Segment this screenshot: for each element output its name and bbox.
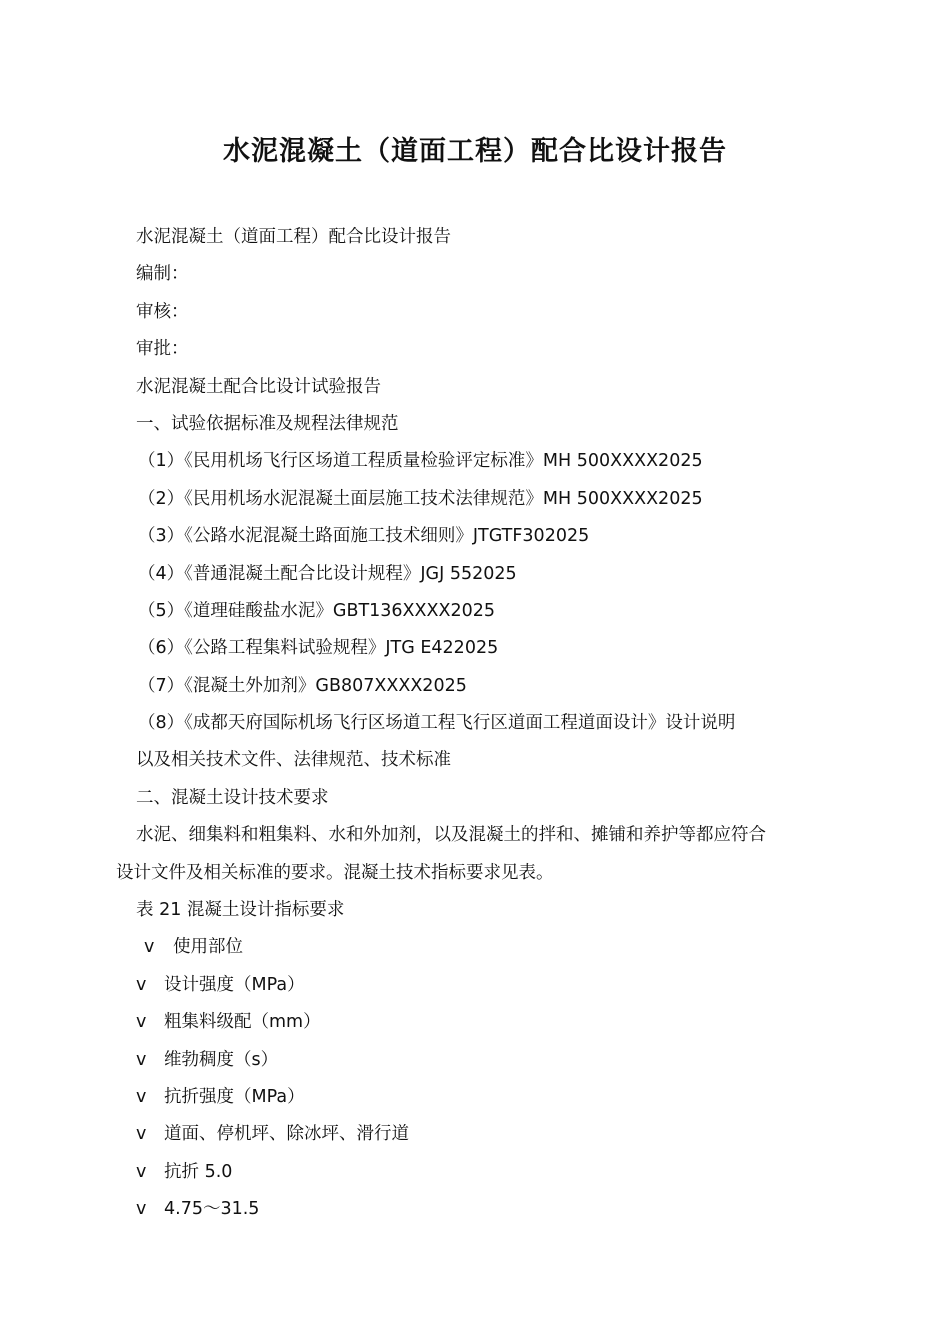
bullet-mark: v xyxy=(136,1086,147,1107)
bullet-text: 粗集料级配（mm） xyxy=(164,1012,321,1033)
bullet-mark: v xyxy=(136,974,147,995)
table-caption: 表 21 混凝土设计指标要求 xyxy=(136,900,345,921)
bullet-text: 4.75～31.5 xyxy=(164,1199,260,1220)
reference-item-7: （7）《混凝土外加剂》GB807XXXX2025 xyxy=(138,675,467,696)
bullet-text: 使用部位 xyxy=(173,937,243,958)
reference-item-8: （8）《成都天府国际机场飞行区场道工程飞行区道面工程道面设计》设计说明 xyxy=(138,713,736,734)
bullet-text: 抗折强度（MPa） xyxy=(164,1086,305,1107)
bullet-mark: v xyxy=(136,1161,147,1182)
bullet-text: 道面、停机坪、除冰坪、滑行道 xyxy=(164,1124,409,1145)
bullet-mark: v xyxy=(136,1012,147,1033)
bullet-text: 抗折 5.0 xyxy=(164,1161,233,1182)
bullet-item xyxy=(0,1116,950,1153)
body-line-reviewed-by: 审核： xyxy=(136,301,189,322)
section-1-heading: 一、试验依据标准及规程法律规范 xyxy=(136,413,399,434)
bullet-text: 设计强度（MPa） xyxy=(164,974,305,995)
section-2-paragraph-line-2: 设计文件及相关标准的要求。混凝土技术指标要求见表。 xyxy=(116,862,554,883)
bullet-item xyxy=(0,1154,950,1191)
section-2-paragraph-line-1: 水泥、细集料和粗集料、水和外加剂，以及混凝土的拌和、摊铺和养护等都应符合 xyxy=(136,825,766,846)
bullet-mark: v xyxy=(144,937,155,958)
bullet-item xyxy=(0,1191,950,1228)
body-line-compiled-by: 编制： xyxy=(136,264,189,285)
document-title: 水泥混凝土（道面工程）配合比设计报告 xyxy=(223,136,727,167)
bullet-item xyxy=(0,1042,950,1079)
reference-item-5: （5）《道理硅酸盐水泥》GBT136XXXX2025 xyxy=(138,600,496,621)
body-line-approved-by: 审批： xyxy=(136,339,189,360)
reference-item-1: （1）《民用机场飞行区场道工程质量检验评定标准》MH 500XXXX2025 xyxy=(138,451,703,472)
bullet-mark: v xyxy=(136,1049,147,1070)
reference-item-4: （4）《普通混凝土配合比设计规程》JGJ 552025 xyxy=(138,563,517,584)
section-2-heading: 二、混凝土设计技术要求 xyxy=(136,787,329,808)
bullet-mark: v xyxy=(136,1199,147,1220)
references-note: 以及相关技术文件、法律规范、技术标准 xyxy=(136,750,451,771)
bullet-item xyxy=(0,967,950,1004)
document-body xyxy=(0,219,950,1229)
bullet-text: 维勃稠度（s） xyxy=(164,1049,279,1070)
bullet-item xyxy=(0,929,950,966)
reference-item-6: （6）《公路工程集料试验规程》JTG E422025 xyxy=(138,638,499,659)
body-line-test-report-title: 水泥混凝土配合比设计试验报告 xyxy=(136,376,381,397)
reference-item-2: （2）《民用机场水泥混凝土面层施工技术法律规范》MH 500XXXX2025 xyxy=(138,488,703,509)
bullet-item xyxy=(0,1004,950,1041)
body-line-report-name: 水泥混凝土（道面工程）配合比设计报告 xyxy=(136,227,451,247)
bullet-item xyxy=(0,1079,950,1116)
bullet-mark: v xyxy=(136,1124,147,1145)
reference-item-3: （3）《公路水泥混凝土路面施工技术细则》JTGTF302025 xyxy=(138,526,590,547)
